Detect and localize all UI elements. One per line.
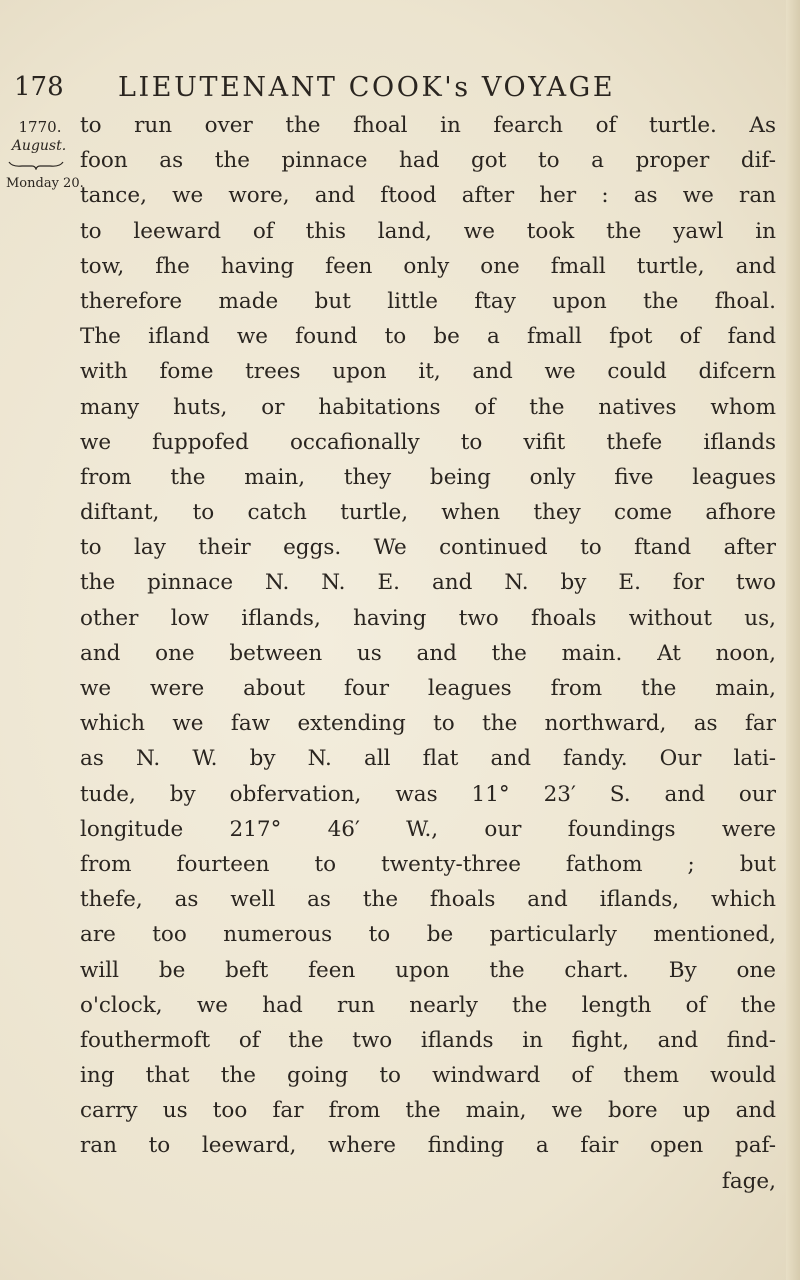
margin-brace-icon xyxy=(8,160,64,170)
text-line: longitude 217° 46′ W., our foundings were xyxy=(80,816,776,842)
text-line: therefore made but little ftay upon the fhoal. xyxy=(80,288,776,314)
text-line: carry us too far from the main, we bore up and xyxy=(80,1098,776,1124)
text-line: to lay their eggs. We continued to ftand after xyxy=(80,535,776,561)
text-line: ran to leeward, where finding a fair open paf- xyxy=(80,1133,776,1159)
text-line: the pinnace N. N. E. and N. by E. for two xyxy=(80,570,776,596)
text-line: with fome trees upon it, and we could difcern xyxy=(80,359,776,385)
text-line: many huts, or habitations of the natives whom xyxy=(80,394,776,420)
text-line: we fuppofed occafionally to vifit thefe iflands xyxy=(80,429,776,455)
text-line: are too numerous to be particularly mentioned, xyxy=(80,922,776,948)
text-line: fage, xyxy=(721,1168,776,1194)
text-line: diftant, to catch turtle, when they come afhore xyxy=(80,500,776,526)
text-line: which we faw extending to the northward, as far xyxy=(80,711,776,737)
text-line: to run over the fhoal in fearch of turtle. As xyxy=(80,113,776,138)
text-line: to leeward of this land, we took the yawl in xyxy=(80,218,776,244)
text-line: other low iflands, having two fhoals without us, xyxy=(80,605,776,631)
text-line: as N. W. by N. all flat and fandy. Our lati- xyxy=(80,746,776,772)
text-line: tow, fhe having feen only one fmall turtle, and xyxy=(80,253,776,279)
margin-year: 1770. xyxy=(18,118,62,136)
text-line: and one between us and the main. At noon, xyxy=(80,640,776,666)
text-line: tude, by obfervation, was 11° 23′ S. and our xyxy=(80,781,776,807)
text-line: o'clock, we had run nearly the length of the xyxy=(80,992,776,1018)
margin-note xyxy=(6,118,84,191)
margin-day: Monday 20. xyxy=(6,176,84,191)
text-line: ing that the going to windward of them would xyxy=(80,1063,776,1089)
text-line: thefe, as well as the fhoals and iflands, which xyxy=(80,887,776,913)
text-line: from fourteen to twenty-three fathom ; but xyxy=(80,851,776,877)
text-line: we were about four leagues from the main, xyxy=(80,676,776,701)
text-line: from the main, they being only five leagues xyxy=(80,464,776,490)
running-title: LIEUTENANT COOK's VOYAGE xyxy=(118,72,616,103)
body-text xyxy=(80,108,776,1199)
margin-month: August. xyxy=(11,138,67,154)
text-line: will be beft feen upon the chart. By one xyxy=(80,957,776,983)
page-number: 178 xyxy=(14,72,64,102)
text-line: The ifland we found to be a fmall fpot of fand xyxy=(80,324,776,350)
text-line: fouthermoft of the two iflands in fight, and find- xyxy=(80,1027,776,1053)
text-line: foon as the pinnace had got to a proper dif- xyxy=(80,148,776,174)
page-edge xyxy=(786,0,800,1280)
text-line: tance, we wore, and ftood after her : as we ran xyxy=(80,183,776,209)
page-header xyxy=(0,72,800,112)
